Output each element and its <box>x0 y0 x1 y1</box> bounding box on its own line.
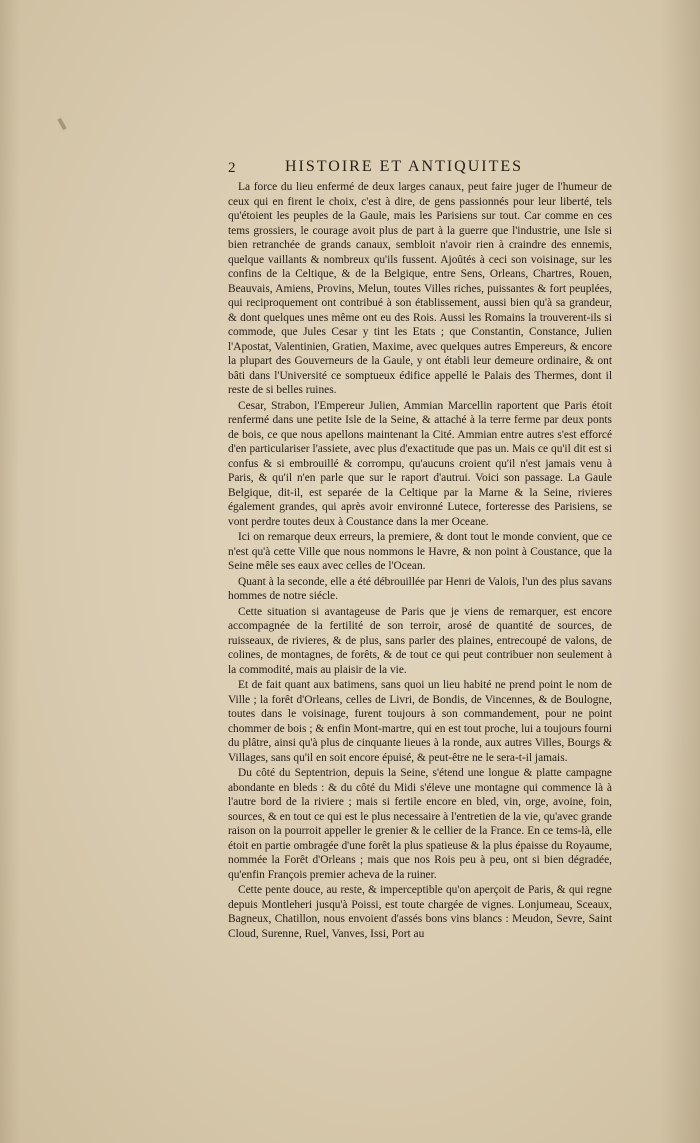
paragraph: Quant à la seconde, elle a été débrouillée par Henri de Valois, l'un des plus savans hommes de notre siécle. <box>228 575 612 602</box>
paragraph: La force du lieu enfermé de deux larges canaux, peut faire juger de l'humeur de ceux qui en firent le choix, c'est à dire, de gens passionnés pour leur liberté, tels qu'étoient les peuples de la Gaule, mais les Parisiens sur tout. Car comme en ces tems grossiers, le courage avoit plus de part à la guerre que l'industrie, une Isle si bien retranchée de grands canaux, sembloit n'avoir rien à craindre des ennemis, quelque vaillants & nombreux qu'ils fussent. Ajoûtés à ceci son voisinage, sur les confins de la Celtique, & de la Belgique, entre Sens, Orleans, Chartres, Rouen, Beauvais, Amiens, Provins, Melun, toutes Villes riches, puissantes & fort peuplées, qui reciproquement ont contribué à son établissement, aussi bien qu'à sa grandeur, & dont quelques unes même ont eu des Rois. Aussi les Romains la trouverent-ils si commode, que Jules Cesar y tint les Etats ; que Constantin, Constance, Julien l'Apostat, Valentinien, Gratien, Maxime, avec quelques autres Empereurs, & encore la plupart des Gouverneurs de la Gaule, y ont établi leur demeure ordinaire, & ont bâti dans l'Université ce somptueux édifice appellé le Palais des Thermes, dont il reste de si belles ruines. <box>228 181 612 396</box>
paragraph: Et de fait quant aux batimens, sans quoi un lieu habité ne prend point le nom de Ville ; la forêt d'Orleans, celles de Livri, de Bondis, de Vincennes, & de Boulogne, toutes dans le voisinage, furent toujours à son commandement, pour ne point chommer de bois ; & enfin Mont-martre, qui en est tout proche, lui a toujours fourni du plâtre, ainsi qu'à plus de cinquante lieues à la ronde, aux autres Villes, Bourgs & Villages, sans qu'il en soit encore épuisé, & peut-être ne le sera-t-il jamais. <box>228 679 612 764</box>
paragraph: Cesar, Strabon, l'Empereur Julien, Ammian Marcellin raportent que Paris étoit renfermé dans une petite Isle de la Seine, & attaché à la terre ferme par deux ponts de bois, ce que nous apellons maintenant la Cité. Ammian entre autres s'est efforcé d'en particulariser l'assiete, avec plus d'exactitude que pas un. Mais ce qu'il dit est si confus & si embrouillé & corrompu, qu'aucuns croient qu'il n'est jamais venu à Paris, & qu'il n'en parle que sur le raport d'autrui. Voici son passage. La Gaule Belgique, dit-il, est separée de la Celtique par la Marne & la Seine, rivieres également grandes, qui après avoir environné Lutece, forteresse des Parisiens, se vont perdre toutes deux à Coustance dans la mer Oceane. <box>228 399 612 528</box>
paragraph: Du côté du Septentrion, depuis la Seine, s'étend une longue & platte campagne abondante en bleds : & du côté du Midi s'éleve une montagne qui commence là à l'autre bord de la riviere ; mais si fertile encore en bled, vin, orge, avoine, foin, sources, & en tout ce qui est le plus necessaire à l'entretien de la vie, qu'avec grande raison on la pourroit appeller le grenier & le cellier de la France. En ce tems-là, elle étoit en partie ombragée d'une forêt la plus spatieuse & la plus épaisse du Royaume, nommée la Forêt d'Orleans ; mais que nos Rois peu à peu, ont si bien dégradée, qu'enfin François premier acheva de la ruiner. <box>228 767 612 881</box>
page-number: 2 <box>228 160 236 176</box>
paragraph: Cette situation si avantageuse de Paris que je viens de remarquer, est encore accompagnée de la fertilité de son terroir, arosé de quantité de sources, de ruisseaux, de rivieres, & de plus, sans parler des plaines, entrecoupé de valons, de colines, de montagnes, de forêts, & de tout ce qui peut contribuer non seulement à la commodité, mais au plaisir de la vie. <box>228 605 612 676</box>
page-header <box>228 158 608 180</box>
body-text <box>228 180 612 942</box>
paragraph: Ici on remarque deux erreurs, la premiere, & dont tout le monde convient, que ce n'est qu'à cette Ville que nous nommons le Havre, & non point à Coustance, que la Seine mêle ses eaux avec celles de l'Ocean. <box>228 531 612 572</box>
running-title: HISTOIRE ET ANTIQUITES <box>285 158 524 175</box>
page-smudge <box>57 118 66 130</box>
paragraph: Cette pente douce, au reste, & imperceptible qu'on aperçoit de Paris, & qui regne depuis Montleheri jusqu'à Poissi, est toute chargée de vignes. Lonjumeau, Sceaux, Bagneux, Chatillon, nous envoient d'assés bons vins blancs : Meudon, Sevre, Saint Cloud, Surenne, Ruel, Vanves, Issi, Port au <box>228 884 612 940</box>
